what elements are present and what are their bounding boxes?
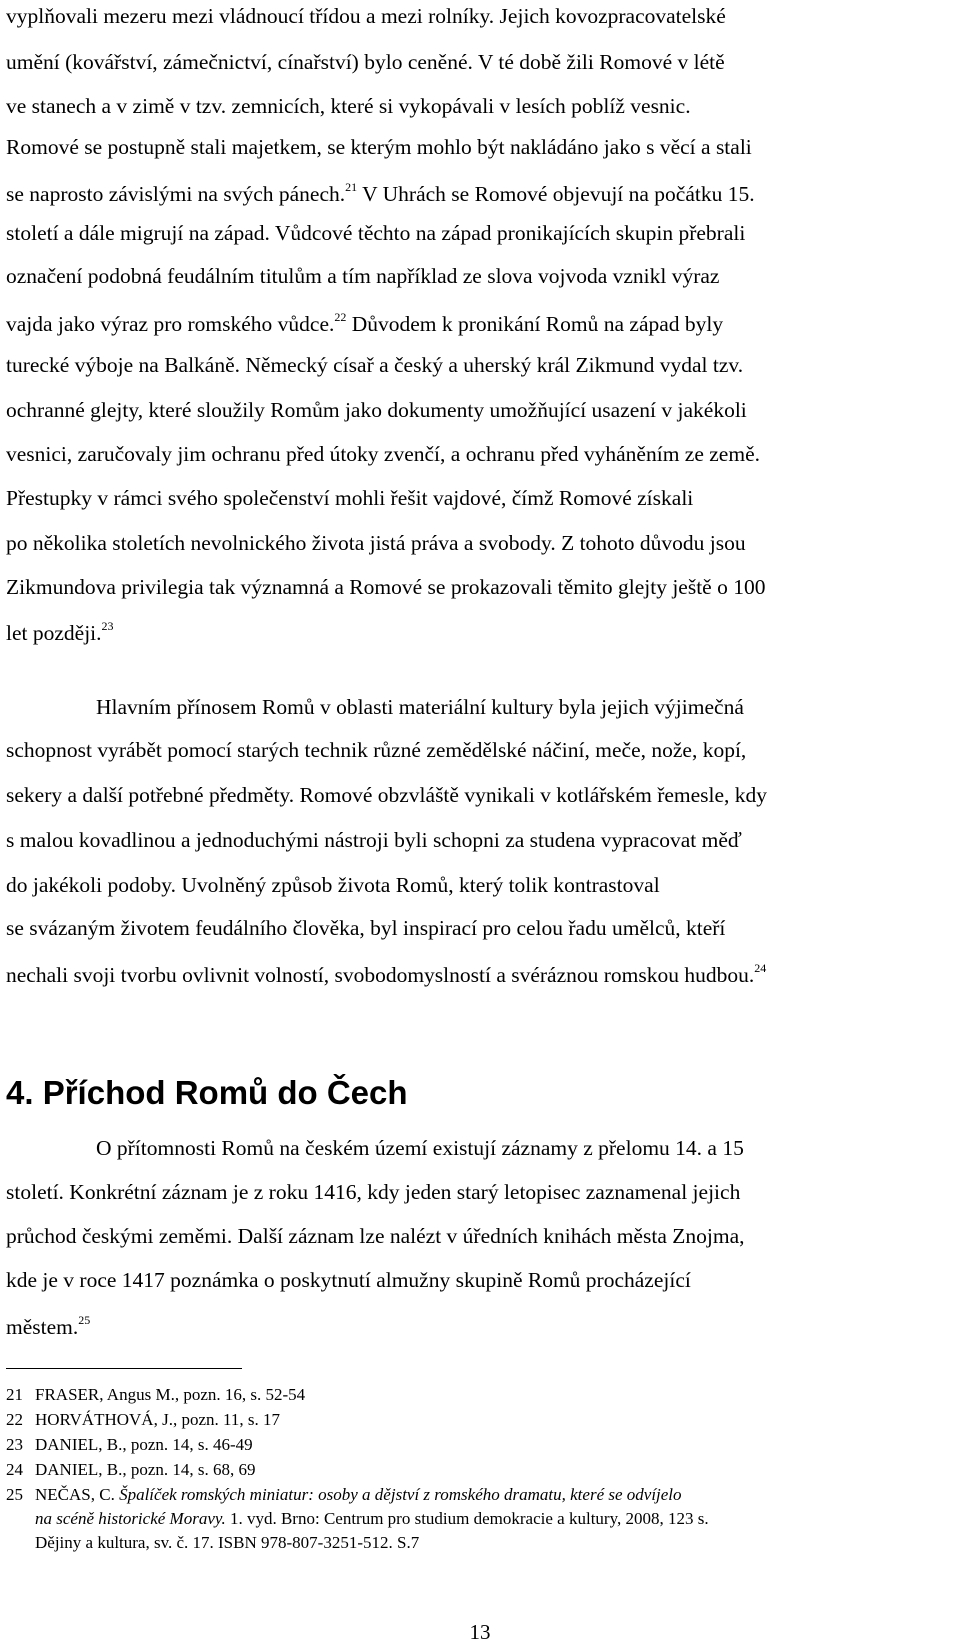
text-line: vesnici, zaručovaly jim ochranu před útoky zvenčí, a ochranu před vyháněním ze země. [6,442,760,466]
footnote-number: 25 [6,1485,23,1504]
footnote-title: na scéně historické Moravy. [35,1509,226,1528]
text-line: O přítomnosti Romů na českém území existují záznamy z přelomu 14. a 15 [96,1136,744,1160]
text-line: Romové se postupně stali majetkem, se kterým mohlo být nakládáno jako s věcí a stali [6,135,752,159]
footnote-separator [6,1368,242,1369]
footnote-ref[interactable]: 21 [345,180,358,194]
footnote-continuation: Dějiny a kultura, sv. č. 17. ISBN 978-807-3251-512. S.7 [35,1533,420,1552]
text-line: století. Konkrétní záznam je z roku 1416, kdy jeden starý letopisec zaznamenal jejich [6,1180,741,1204]
footnote-text: 1. vyd. Brno: Centrum pro studium demokracie a kultury, 2008, 123 s. [225,1509,709,1528]
text-line: průchod českými zeměmi. Další záznam lze nalézt v úředních knihách města Znojma, [6,1224,745,1248]
text-segment: nechali svoji tvorbu ovlivnit volností, svobodomyslností a svéráznou romskou hudbou. [6,963,755,987]
text-line: Přestupky v rámci svého společenství mohli řešit vajdové, čímž Romové získali [6,486,694,510]
footnote-text: FRASER, Angus M., pozn. 16, s. 52-54 [35,1385,306,1404]
text-line: kde je v roce 1417 poznámka o poskytnutí almužny skupině Romů procházející [6,1268,691,1292]
footnote [6,1461,256,1478]
text-line: ve stanech a v zimě v tzv. zemnicích, které si vykopávali v lesích poblíž vesnic. [6,94,691,118]
text-line [6,962,766,987]
text-segment: se naprosto závislými na svých pánech. [6,182,346,206]
text-line: turecké výboje na Balkáně. Německý císař a český a uherský král Zikmund vydal tzv. [6,353,744,377]
text-line: umění (kovářství, zámečnictví, cínařství) bylo ceněné. V té době žili Romové v létě [6,50,725,74]
footnote [6,1486,682,1503]
text-line [6,181,755,206]
footnote [6,1411,280,1428]
section-heading: 4. Příchod Romů do Čech [6,1074,408,1111]
text-line [6,1314,90,1339]
text-segment: let později. [6,621,102,645]
text-line: století a dále migrují na západ. Vůdcové těchto na západ pronikajících skupin přebrali [6,221,746,245]
footnote-ref[interactable]: 23 [101,619,114,633]
footnote [6,1436,253,1453]
text-line: vyplňovali mezeru mezi vládnoucí třídou a mezi rolníky. Jejich kovozpracovatelské [6,4,726,28]
text-line: Hlavním přínosem Romů v oblasti materiální kultury byla jejich výjimečná [96,695,744,719]
footnote-text: HORVÁTHOVÁ, J., pozn. 11, s. 17 [35,1410,280,1429]
text-line: do jakékoli podoby. Uvolněný způsob života Romů, který tolik kontrastoval [6,873,660,897]
footnote-text: DANIEL, B., pozn. 14, s. 68, 69 [35,1460,256,1479]
footnote-number: 23 [6,1435,23,1454]
text-segment: Důvodem k pronikání Romů na západ byly [346,312,724,336]
text-segment: V Uhrách se Romové objevují na počátku 15. [357,182,755,206]
text-line [6,311,723,336]
footnote-ref[interactable]: 25 [78,1313,91,1327]
footnote-number: 21 [6,1385,23,1404]
text-line: se svázaným životem feudálního člověka, byl inspirací pro celou řadu umělců, kteří [6,916,726,940]
text-line: označení podobná feudálním titulům a tím například ze slova vojvoda vznikl výraz [6,264,720,288]
footnote-title: Špalíček romských miniatur: osoby a dějství z romského dramatu, které se odvíjelo [119,1485,682,1504]
footnote-text: DANIEL, B., pozn. 14, s. 46-49 [35,1435,253,1454]
footnote-author: NEČAS, C. [35,1485,120,1504]
footnote-ref[interactable]: 22 [334,310,347,324]
text-segment: vajda jako výraz pro romského vůdce. [6,312,335,336]
text-line: ochranné glejty, které sloužily Romům jako dokumenty umožňující usazení v jakékoli [6,398,747,422]
text-line: po několika stoletích nevolnického života jistá práva a svobody. Z tohoto důvodu jsou [6,531,746,555]
page-number: 13 [469,1620,491,1644]
text-line: schopnost vyrábět pomocí starých technik různé zemědělské náčiní, meče, nože, kopí, [6,738,747,762]
footnote-ref[interactable]: 24 [754,961,767,975]
text-line [6,620,114,645]
footnote-continuation [35,1510,709,1527]
footnote-number: 22 [6,1410,23,1429]
text-line: sekery a další potřebné předměty. Romové obzvláště vynikali v kotlářském řemesle, kdy [6,783,768,807]
footnote-number: 24 [6,1460,23,1479]
text-segment: městem. [6,1315,79,1339]
text-line: s malou kovadlinou a jednoduchými nástroji byli schopni za studena vypracovat měď [6,828,742,852]
footnote [6,1386,305,1403]
text-line: Zikmundova privilegia tak významná a Romové se prokazovali těmito glejty ještě o 100 [6,575,766,599]
